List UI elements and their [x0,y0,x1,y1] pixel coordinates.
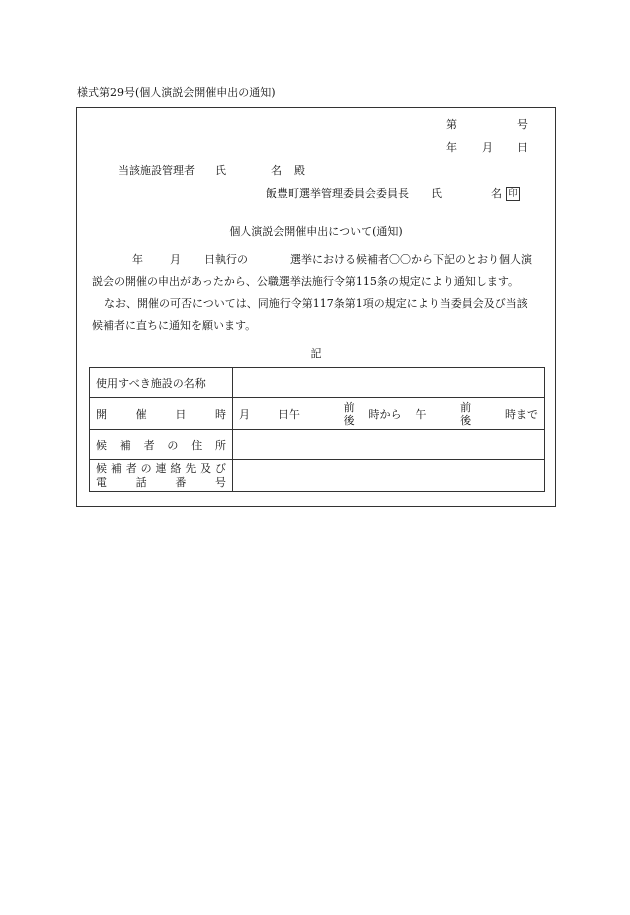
contact-label-char: 号 [214,475,226,489]
notice-frame [76,107,556,507]
address-label-char: 者 [143,438,155,452]
datetime-label-char: 日 [175,407,187,421]
facility-label: 使用すべき施設の名称 [90,368,233,398]
date-day: 日 [517,141,528,154]
dt-ampm-top: 前 [343,400,355,414]
contact-label [90,460,233,492]
para2-line2: 候補者に直ちに通知を願います。 [92,319,257,332]
addressee-name-b: 名 [271,164,282,177]
contact-label-char: 者 [125,461,137,475]
dt-ampm-bottom: 後 [343,413,355,427]
dt-ampm-bottom: 後 [460,413,472,427]
contact-label-char: び [215,461,226,475]
sender-name-a: 氏 [431,187,442,200]
contact-label-char: 電 [96,475,107,489]
contact-label-char: 番 [175,475,187,489]
para1-line2: 説会の開催の申出があったから、公職選挙法施行令第115条の規定により通知します。 [92,275,520,288]
dt-ampm-2 [460,401,471,427]
para1-month: 月 [170,253,181,266]
sender-title: 飯豊町選挙管理委員会委員長 [266,187,409,200]
date-month: 月 [482,141,493,154]
address-label-char: 候 [96,438,107,452]
details-table [89,367,545,492]
contact-label-char: 候 [96,461,107,475]
table-row-contact [90,460,545,492]
para2-line1: なお、開催の可否については、同施行令第117条第1項の規定により当委員会及び当該 [104,297,528,310]
table-row-facility [90,368,545,398]
para1-year: 年 [132,253,143,266]
dt-day: 日午 [277,407,300,421]
ki-heading: 記 [310,347,322,360]
dt-until: 時まで [504,407,538,421]
contact-label-char: 連 [155,461,167,475]
datetime-value[interactable] [233,398,545,430]
number-suffix: 号 [517,118,528,131]
dt-noon: 午 [415,407,427,421]
dt-ampm-top: 前 [460,400,472,414]
datetime-label-char: 開 [96,407,107,421]
contact-label-char: 補 [110,461,122,475]
subject-title: 個人演説会開催申出について(通知) [229,225,403,238]
contact-label-char: 先 [185,461,197,475]
number-prefix: 第 [446,118,457,131]
address-value[interactable] [233,430,545,460]
datetime-label [90,398,233,430]
dt-from: 時から [368,407,402,421]
paragraph-1 [92,249,544,293]
addressee-name-a: 氏 [215,164,226,177]
sender-name-b-text: 名 [491,187,502,200]
address-label-char: 住 [191,438,203,452]
contact-label-char: 絡 [170,461,182,475]
contact-label-char: 及 [200,461,212,475]
para1-line1-rest: 選挙における候補者〇〇から下記のとおり個人演 [290,253,532,266]
address-label-char: 補 [119,438,131,452]
facility-value[interactable] [233,368,545,398]
address-label-char: の [167,438,179,452]
contact-label-char: の [140,461,152,475]
sender-name-b [491,185,520,201]
addressee-honorific: 殿 [294,164,305,177]
para1-day-text: 日執行の [204,253,248,266]
address-label [90,430,233,460]
table-row-address [90,430,545,460]
paragraph-2 [92,293,544,337]
datetime-label-char: 催 [135,407,147,421]
dt-month: 月 [239,407,250,421]
date-year: 年 [446,141,457,154]
seal-mark: 印 [506,187,520,201]
table-row-datetime [90,398,545,430]
datetime-label-char: 時 [214,407,226,421]
addressee-title: 当該施設管理者 [118,164,195,177]
contact-label-char: 話 [135,475,147,489]
contact-value[interactable] [233,460,545,492]
address-label-char: 所 [214,438,226,452]
form-caption: 様式第29号(個人演説会開催申出の通知) [77,86,276,99]
dt-ampm-1 [344,401,355,427]
